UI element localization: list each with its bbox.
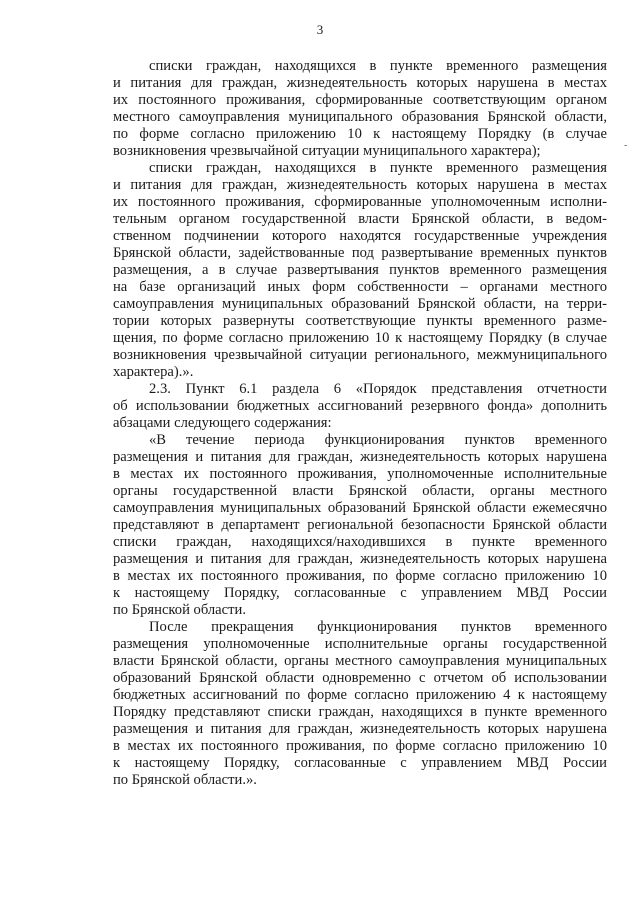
text-line: списки граждан, находящихся в пункте временного размещения <box>149 160 607 176</box>
text-line: по Брянской области.». <box>113 772 257 788</box>
text-line: размещения и питания для граждан, жизнедеятельность которых нарушена <box>113 551 607 567</box>
text-line: списки граждан, находящихся в пункте временного размещения <box>149 58 607 74</box>
text-line: щения, по форме согласно приложению 10 к настоящему Порядку (в случае <box>113 330 607 346</box>
text-line: их постоянного проживания, сформированные соответствующим органом <box>113 92 607 108</box>
text-line: Порядку представляют списки граждан, находящихся в пункте временного <box>113 704 607 720</box>
text-line: тории которых развернуты соответствующие пункты временного разме- <box>113 313 607 329</box>
text-line: бюджетных ассигнований по форме согласно приложению 4 к настоящему <box>113 687 607 703</box>
text-line: их постоянного проживания, сформированные уполномоченным исполни- <box>113 194 607 210</box>
page-number: 3 <box>316 22 324 37</box>
text-line: возникновения чрезвычайной ситуации регионального, межмуниципального <box>113 347 607 363</box>
text-line: списки граждан, находящихся/находившихся в пункте временного <box>113 534 607 550</box>
text-line: по Брянской области. <box>113 602 246 618</box>
text-line: самоуправления муниципальных образований Брянской области, на терри- <box>113 296 607 312</box>
text-line: размещения и питания для граждан, жизнедеятельность которых нарушена <box>113 721 607 737</box>
text-line: тельным органом государственной власти Брянской области, в ведом- <box>113 211 607 227</box>
text-line: власти Брянской области, органы местного самоуправления муниципальных <box>113 653 607 669</box>
text-line: по форме согласно приложению 10 к настоящему Порядку (в случае <box>113 126 607 142</box>
text-line: 2.3. Пункт 6.1 раздела 6 «Порядок представления отчетности <box>149 381 607 397</box>
text-line: После прекращения функционирования пунктов временного <box>149 619 607 635</box>
text-line: представляют в департамент региональной безопасности Брянской области <box>113 517 607 533</box>
text-line: к настоящему Порядку, согласованные с управлением МВД России <box>113 755 607 771</box>
text-line: в местах их постоянного проживания, по форме согласно приложению 10 <box>113 738 607 754</box>
text-line: Брянской области, задействованные под развертывание временных пунктов <box>113 245 607 261</box>
text-line: характера).». <box>113 364 194 380</box>
margin-mark: - <box>624 140 628 151</box>
text-line: абзацами следующего содержания: <box>113 415 332 431</box>
text-line: размещения уполномоченные исполнительные органы государственной <box>113 636 607 652</box>
text-line: самоуправления муниципальных образований Брянской области ежемесячно <box>113 500 607 516</box>
text-line: об использовании бюджетных ассигнований резервного фонда» дополнить <box>113 398 607 414</box>
text-line: и питания для граждан, жизнедеятельность которых нарушена в местах <box>113 177 607 193</box>
text-line: местного самоуправления муниципального образования Брянской области, <box>113 109 607 125</box>
text-line: «В течение периода функционирования пунктов временного <box>149 432 607 448</box>
text-line: органы государственной власти Брянской области, органы местного <box>113 483 607 499</box>
text-line: размещения, а в случае развертывания пунктов временного размещения <box>113 262 607 278</box>
text-line: возникновения чрезвычайной ситуации муниципального характера); <box>113 143 541 159</box>
text-line: размещения и питания для граждан, жизнедеятельность которых нарушена <box>113 449 607 465</box>
text-line: к настоящему Порядку, согласованные с управлением МВД России <box>113 585 607 601</box>
text-line: в местах их постоянного проживания, по форме согласно приложению 10 <box>113 568 607 584</box>
text-line: на базе организаций иных форм собственности – органами местного <box>113 279 607 295</box>
text-line: в местах их постоянного проживания, уполномоченные исполнительные <box>113 466 607 482</box>
text-line: ственном подчинении которого находятся государственные учреждения <box>113 228 607 244</box>
text-line: образований Брянской области одновременно с отчетом об использовании <box>113 670 607 686</box>
text-line: и питания для граждан, жизнедеятельность которых нарушена в местах <box>113 75 607 91</box>
